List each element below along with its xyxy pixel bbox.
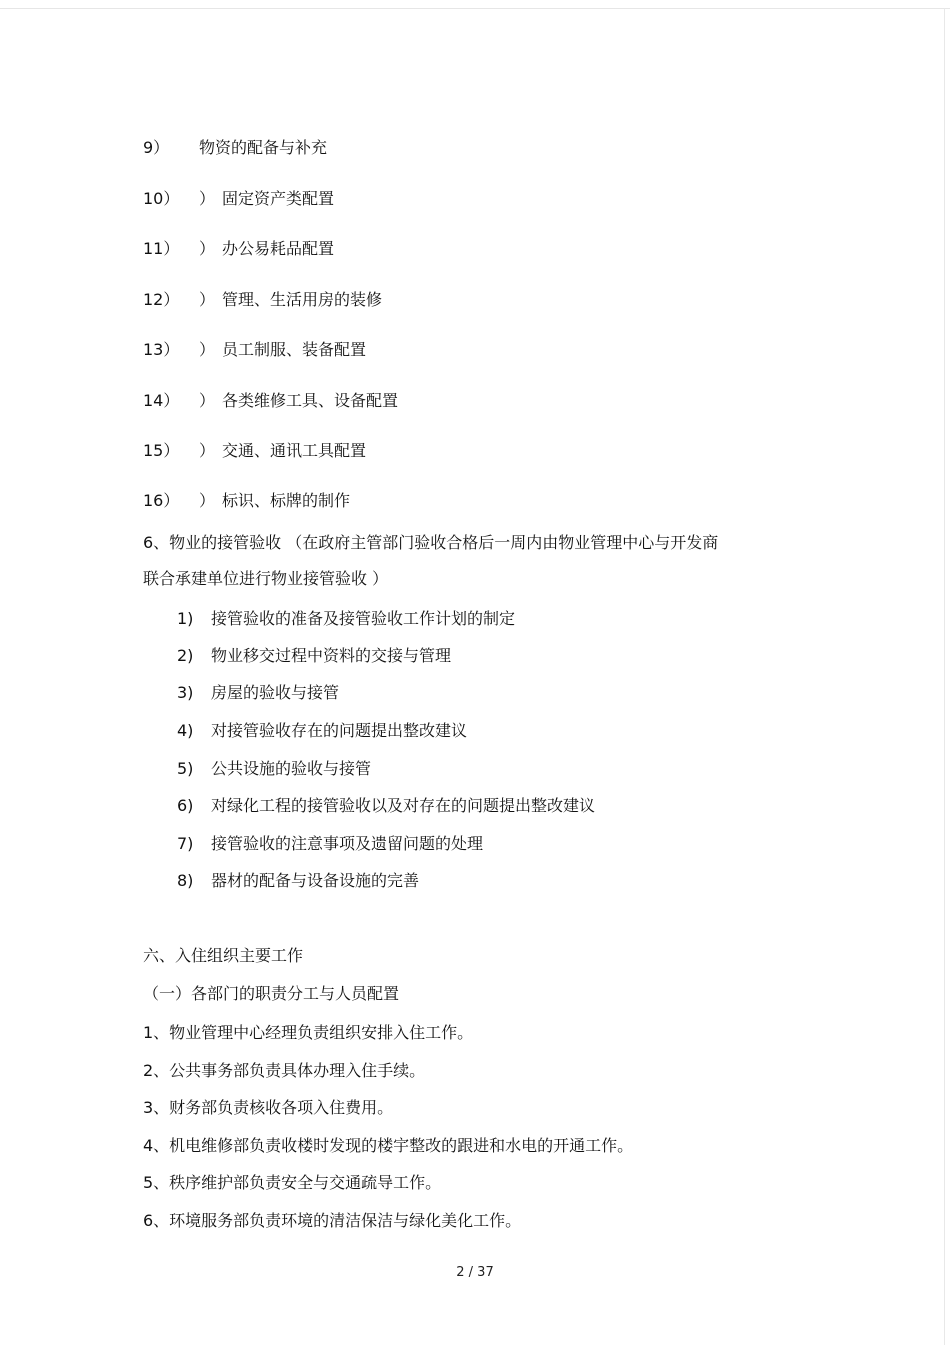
sub-item-text: 接管验收的注意事项及遗留问题的处理 [211, 834, 484, 853]
list-item-text: 交通、通讯工具配置 [222, 441, 367, 460]
list-item-text: 物资的配备与补充 [199, 138, 328, 157]
list-item-12 [143, 290, 382, 310]
duty-item-1: 1、物业管理中心经理负责组织安排入住工作。 [143, 1023, 474, 1042]
sub-item-text: 房屋的验收与接管 [211, 683, 340, 702]
sub-item-number: 5) [177, 759, 194, 778]
sub-item-text: 物业移交过程中资料的交接与管理 [211, 646, 452, 665]
list-item-paren: ） [199, 239, 216, 258]
list-item-14 [143, 391, 398, 411]
list-item-paren: ） [199, 290, 216, 309]
sub-item-4 [177, 721, 467, 741]
list-item-text: 员工制服、装备配置 [222, 340, 367, 359]
list-item-number: 16） [143, 491, 180, 510]
list-item-text: 管理、生活用房的装修 [222, 290, 383, 309]
page-right-edge [944, 8, 945, 1345]
list-item-paren: ） [199, 189, 216, 208]
sub-item-text: 接管验收的准备及接管验收工作计划的制定 [211, 609, 516, 628]
list-item-number: 12） [143, 290, 180, 309]
chapter-6-subheading: （一）各部门的职责分工与人员配置 [143, 984, 400, 1003]
sub-item-text: 公共设施的验收与接管 [211, 759, 372, 778]
sub-item-number: 8) [177, 871, 194, 890]
sub-item-3 [177, 683, 339, 703]
list-item-number: 14） [143, 391, 180, 410]
list-item-number: 9） [143, 138, 170, 157]
sub-item-5 [177, 759, 371, 779]
chapter-6-heading: 六、入住组织主要工作 [143, 946, 304, 965]
sub-item-number: 7) [177, 834, 194, 853]
sub-item-number: 1) [177, 609, 194, 628]
sub-item-text: 对绿化工程的接管验收以及对存在的问题提出整改建议 [211, 796, 596, 815]
sub-item-7 [177, 834, 483, 854]
list-item-paren: ） [199, 441, 216, 460]
list-item-paren: ） [199, 391, 216, 410]
list-item-text: 各类维修工具、设备配置 [222, 391, 399, 410]
duty-item-3: 3、财务部负责核收各项入住费用。 [143, 1098, 394, 1117]
sub-item-1 [177, 609, 515, 629]
list-item-text: 固定资产类配置 [222, 189, 335, 208]
list-item-paren: ） [199, 340, 216, 359]
sub-item-8 [177, 871, 419, 891]
list-item-13 [143, 340, 366, 360]
duty-item-5: 5、秩序维护部负责安全与交通疏导工作。 [143, 1173, 442, 1192]
sub-item-2 [177, 646, 451, 666]
list-item-text: 办公易耗品配置 [222, 239, 335, 258]
list-item-number: 13） [143, 340, 180, 359]
sub-item-number: 2) [177, 646, 194, 665]
section-6-heading-line-2: 联合承建单位进行物业接管验收 ） [143, 569, 389, 588]
list-item-number: 11） [143, 239, 180, 258]
list-item-15 [143, 441, 366, 461]
list-item-10 [143, 189, 334, 209]
sub-item-number: 3) [177, 683, 194, 702]
page-indicator: 2 / 37 [456, 1265, 494, 1280]
list-item-16 [143, 491, 350, 511]
list-item-11 [143, 239, 334, 259]
duty-item-2: 2、公共事务部负责具体办理入住手续。 [143, 1061, 426, 1080]
list-item-paren: ） [199, 491, 216, 510]
list-item-number: 15） [143, 441, 180, 460]
sub-item-6 [177, 796, 595, 816]
sub-item-number: 6) [177, 796, 194, 815]
section-6-heading-line-1: 6、物业的接管验收 （在政府主管部门验收合格后一周内由物业管理中心与开发商 [143, 533, 719, 552]
list-item-number: 10） [143, 189, 180, 208]
page-top-edge [0, 8, 950, 9]
sub-item-text: 对接管验收存在的问题提出整改建议 [211, 721, 468, 740]
list-item-text: 标识、标牌的制作 [222, 491, 351, 510]
sub-item-number: 4) [177, 721, 194, 740]
duty-item-6: 6、环境服务部负责环境的清洁保洁与绿化美化工作。 [143, 1211, 522, 1230]
list-item-9 [143, 138, 327, 158]
duty-item-4: 4、机电维修部负责收楼时发现的楼宇整改的跟进和水电的开通工作。 [143, 1136, 634, 1155]
sub-item-text: 器材的配备与设备设施的完善 [211, 871, 420, 890]
